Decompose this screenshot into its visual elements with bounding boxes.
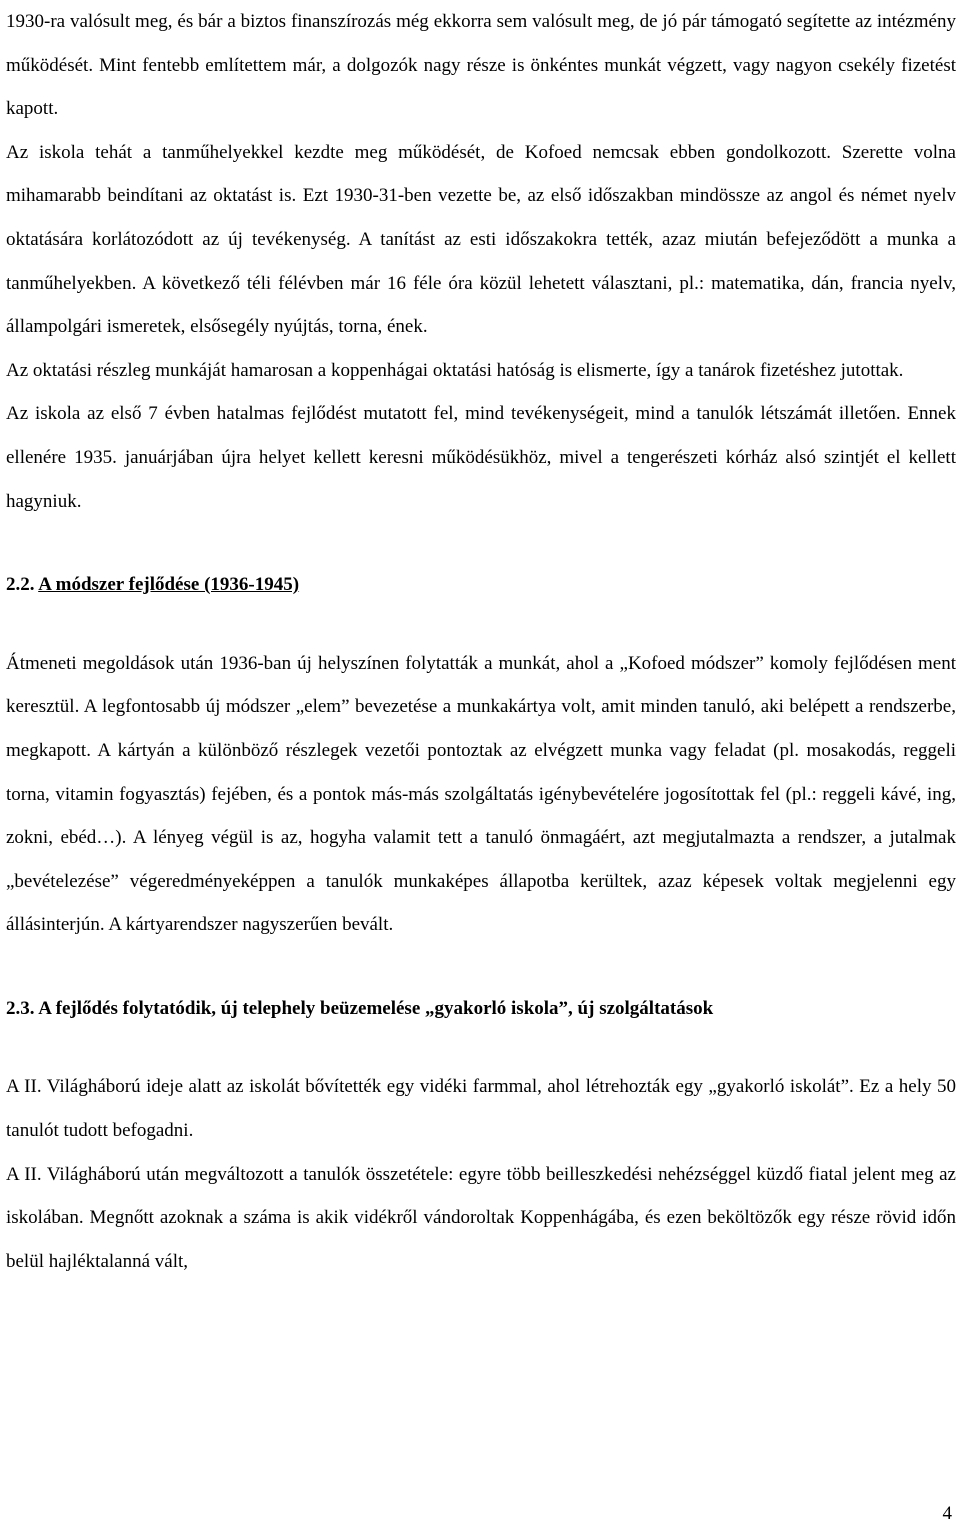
paragraph-farm: A II. Világháború ideje alatt az iskolát bővítették egy vidéki farmmal, ahol létrehozták egy „gyakorló iskolát”. Ez a hely 50 tanulót tudott befogadni. [6,1076,956,1142]
section-number: 2.3. [6,997,35,1019]
document-page [6,0,956,1283]
section-title: A módszer fejlődése (1936-1945) [38,574,300,596]
paragraph-method: Átmeneti megoldások után 1936-ban új helyszínen folytatták a munkát, ahol a „Kofoed módszer” komoly fejlődésen ment keresztül. A legfontosabb új módszer „elem” bevezetése a munkakártya volt, amit minden tanuló, aki belépett a rendszerbe, megkapott. A kártyán a különböző részlegek vezetői pontoztak az elvégzett munka vagy feladat (pl. mosakodás, reggeli torna, vitamin fogyasztás) fejében, és a pontok más-más szolgáltatás igénybevételére jogosítottak fel (pl.: reggeli kávé, ing, zokni, ebéd…). A lényeg végül is az, hogyha valamit tett a tanuló önmagáért, azt megjutalmazta a rendszer, a jutalmak „bevételezése” végeredményeképpen a tanulók munkaképes állapotba kerültek, azaz képesek voltak megjelenni egy állásinterjún. A kártyarendszer nagyszerűen bevált. [6,652,956,936]
paragraph-funding: 1930-ra valósult meg, és bár a biztos finanszírozás még ekkorra sem valósult meg, de jó pár támogató segítette az intézmény működését. Mint fentebb említettem már, a dolgozók nagy része is önkéntes munkát végzett, vagy nagyon csekély fizetést kapott. [6,11,956,120]
section-number: 2.2. [6,574,35,596]
paragraph-workshops: Az iskola tehát a tanműhelyekkel kezdte meg működését, de Kofoed nemcsak ebben gondolkozott. Szerette volna mihamarabb beindítani az oktatást is. Ezt 1930-31-ben vezette be, az első időszakban mindössze az angol és német nyelv oktatására korlátozódott az új tevékenység. A tanítást az esti időszakokra tették, azaz miután befejeződött a munka a tanműhelyekben. A következő téli félévben már 16 féle óra közül lehetett választani, pl.: matematika, dán, francia nyelv, állampolgári ismeretek, elsősegély nyújtás, torna, ének. [6,141,956,338]
page-number: 4 [942,1503,952,1524]
section-heading-2-3 [6,987,956,1031]
paragraph-growth: Az iskola az első 7 évben hatalmas fejlődést mutatott fel, mind tevékenységeit, mind a tanulók létszámát illetően. Ennek ellenére 1935. januárjában újra helyet kellett keresni működésükhöz, mivel a tengerészeti kórház alsó szintjét el kellett hagyniuk. [6,403,956,512]
paragraph-postwar: A II. Világháború után megváltozott a tanulók összetétele: egyre több beilleszkedési nehézséggel küzdő fiatal jelent meg az iskolában. Megnőtt azoknak a száma is akik vidékről vándoroltak Koppenhágába, és ezen beköltözők egy része rövid időn belül hajléktalanná vált, [6,1163,956,1272]
paragraph-recognition: Az oktatási részleg munkáját hamarosan a koppenhágai oktatási hatóság is elismerte, így a tanárok fizetéshez jutottak. [6,359,904,381]
section-heading-2-2 [6,563,956,607]
section-title: A fejlődés folytatódik, új telephely beüzemelése „gyakorló iskola”, új szolgáltatások [38,997,714,1019]
